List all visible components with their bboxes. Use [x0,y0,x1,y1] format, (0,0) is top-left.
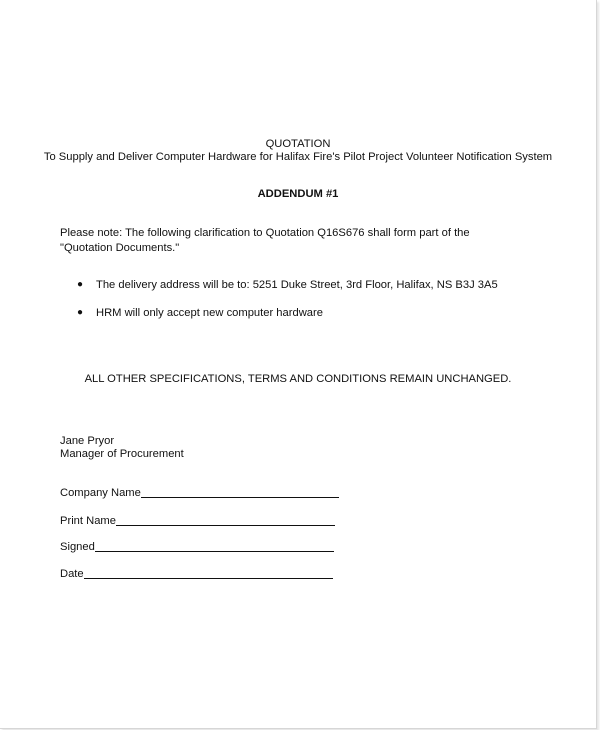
unchanged-statement: ALL OTHER SPECIFICATIONS, TERMS AND CONDITIONS REMAIN UNCHANGED. [84,373,512,385]
signed-field [60,540,334,554]
date-label: Date [60,568,84,580]
print-name-field [60,514,335,528]
signed-line[interactable] [95,551,334,552]
bullet-icon: ● [77,279,84,290]
addendum-heading: ADDENDUM #1 [257,188,339,200]
signed-label: Signed [60,541,95,553]
list-item-text: HRM will only accept new computer hardware [96,307,323,319]
document-title: QUOTATION [265,138,331,150]
date-line[interactable] [84,578,333,579]
clarification-note: Please note: The following clarification to Quotation Q16S676 shall form part of the "Quotation Documents." [60,227,470,254]
date-field [60,567,333,581]
signer-name: Jane Pryor [60,435,115,447]
clarification-list [76,278,498,320]
list-item-text: The delivery address will be to: 5251 Duke Street, 3rd Floor, Halifax, NS B3J 3A5 [96,279,498,291]
company-name-field [60,486,339,500]
print-name-line[interactable] [116,525,335,526]
document-subtitle: To Supply and Deliver Computer Hardware for Halifax Fire's Pilot Project Volunteer Notification System [43,151,553,163]
signer-title: Manager of Procurement [60,448,184,460]
company-name-line[interactable] [141,497,339,498]
list-item [76,306,498,320]
bullet-icon: ● [77,307,84,318]
company-name-label: Company Name [60,487,141,499]
print-name-label: Print Name [60,515,116,527]
list-item [76,278,498,292]
